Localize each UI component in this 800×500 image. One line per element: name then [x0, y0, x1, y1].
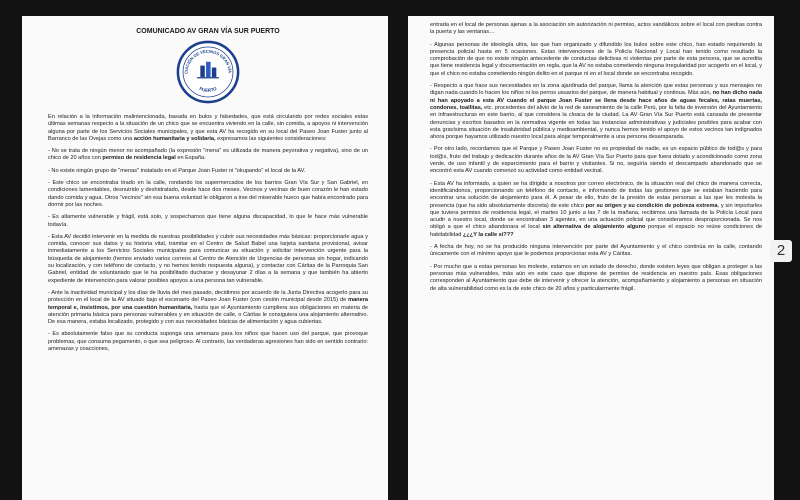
text-run: hasta que el Ayuntamiento cumpliera sus obligaciones en materia de atención primaria básica para personas vulnerables y en situación de calle, o Cáritas le consiguiera una alojamiento alternativo. De esa manera, estaba localizado, protegido y con sus necesidades básicas de alimentación y agua cubiertas. — [48, 304, 368, 326]
text-run: - Algunas personas de ideología ultra, las que han organizado y difundido los bulos sobre este chico, han estado requiriendo la presencia policial hasta en 5 ocasiones. Estas intervenciones de la Policía Nacional y Local han tenido como resultado la comprobación de que no existe ningún antecedente de conductas delictivas ni violentas por parte de esta persona, que se acredita que tiene residencia legal y documentación en regla, que la AV no estaba cometiendo ninguna irregularidad por acogerlo en el local, y que el chico no estaba cometiendo ningún delito en el parque ni en el local donde se encontraba recogido. — [430, 41, 762, 77]
paragraph — [48, 290, 368, 326]
page-title: COMUNICADO AV GRAN VÍA SUR PUERTO — [136, 28, 280, 35]
bold-text: no han dicho nada ni han apoyado a esta AV cuando el parque Joan Fuster se llena desde hace años de aguas fecales, ratas muertas, condones, toallitas, — [430, 90, 763, 111]
text-run: , y sin importarles que tuviera permiso de residencia legal, el martes 10 junio a las 7 de la mañana, recibimos una llamada de la Policía Local para acudir a nuestro local, donde se encontraban 3 agentes, en una actuación policial que consideramos desproporcionada. Se nos obligó a que el chico abandonara el local — [430, 202, 762, 231]
paragraph — [430, 181, 762, 239]
association-logo — [176, 40, 240, 104]
text-run: - Es absolutamente falso que su conducta suponga una amenaza para los niños que hacen uso del parque, que provoque problemas, que consuma pegamento, o que sea peligroso. Al contrario, las verdaderas agresiones han sido en sentido contrario: amenazas y coacciones, — [48, 331, 368, 353]
paragraph — [48, 148, 368, 163]
paragraph — [430, 264, 762, 293]
paragraph — [430, 146, 762, 175]
paragraph — [48, 114, 368, 143]
text-run: - Respecto a que hace sus necesidades en la zona ajardinada del parque, llama la atención que estas personas y sus mensajes no digan nada cuando lo hacen los niños ni los perros usuarios del parque, de manera habitual y continua. Más aún, — [430, 83, 762, 97]
logo-text-top: CIACIÓN DE VECINOS GRAN VÍA — [183, 48, 233, 75]
text-run: porque el espacio no reúne condiciones de habitabilidad — [430, 224, 762, 238]
paragraph — [430, 244, 762, 259]
text-run: - Por otro lado, recordamos que el Parque y Paseo Joan Fuster no es propiedad de nadie, es un espacio público de tod@s y para tod@s, fruto del trabajo y dedicación durante años de la AV Gran Vía Sur Puerto para que fuera dotado y acondicionado como zona verde, de uso infantil y de esparcimiento para el barrio y visitantes. Si no, seguiría siendo el descampado abandonado que se encontró esta AV cuando comenzó su actividad como entidad vecinal. — [430, 146, 762, 175]
page-2-body — [430, 22, 762, 293]
text-run: expresamos las siguientes consideraciones: — [215, 135, 327, 142]
paragraph — [430, 83, 762, 141]
text-run: - Esta AV ha informado, a quien se ha dirigido a nosotros por correo electrónico, de la situación real del chico de manera correcta, identificándonos, proporcionando un teléfono de contacto, e informando de todas las gestiones que se estaban haciendo para encontrar una solución de alojamiento para él. A pesar de ello, fruto de la presión de estas personas a las que les molesta la presencia (que ha sido absolutamente discreta) de este chico — [430, 180, 762, 209]
logo-text-bottom: PUERTO — [198, 86, 218, 93]
paragraph — [48, 168, 368, 175]
bold-text: ¿¿¿Y la calle sí??? — [462, 231, 514, 238]
paragraph — [48, 180, 368, 209]
document-page-1 — [22, 16, 388, 500]
text-run: en España. — [175, 155, 206, 162]
page-number-indicator[interactable]: 2 — [770, 240, 792, 262]
text-run: - Es altamente vulnerable y frágil, está solo, y sospechamos que tiene alguna discapacidad, lo que le hace más vulnerable todavía. — [48, 214, 368, 228]
paragraph — [48, 331, 368, 353]
text-run: - A fecha de hoy, no se ha producido ninguna intervención por parte del Ayuntamiento y el chico continúa en la calle, contando únicamente con el mínimo apoyo que le podemos proporcionar esta AV y Cáritas. — [430, 244, 762, 258]
bold-text: permiso de residencia legal — [102, 155, 176, 162]
text-run: - No existe ningún grupo de "menas" instalado en el Parque Joan Fuster ni "okupando" el local de la AV. — [48, 167, 306, 174]
document-page-2 — [408, 16, 774, 500]
text-run: etc. procedentes del alivio de la red de saneamiento de la calle Perú, por la falta de inversión del Ayuntamiento en infraestructuras en este barrio, al que considera la cloaca de la ciudad. La AV Gran Vía Sur Puerto está cansada de presentar denuncias y escritos basados en la normativa vigente en todas las instancias administrativas y judiciales posibles para acabar con esta gravísima situación de insalubridad pública y medioambiental, y nunca hemos tenido el apoyo de estos vecinos tan indignados ahora porque hayamos utilizado nuestro local para alojar temporalmente a una persona desamparada. — [430, 104, 763, 141]
bold-text: manera temporal e, insistimos, por una cuestión humanitaria, — [48, 297, 368, 311]
text-run: - Este chico se encontraba tirado en la calle, rondando los supermercados de los barrios Gran Vía Sur y San Gabriel, en condiciones lamentables, desnutrido y deshidratado, desde hace dos meses. Vecinos y vecinas de buen corazón le han estado dando comida y agua. Otros "vecinos" sin esa buena voluntad le obligaron a irse del miserable hueco que había encontrado para dormir por las noches. — [48, 180, 368, 208]
bold-text: sin alternativa de alojamiento alguno — [542, 224, 646, 231]
paragraph — [430, 22, 762, 37]
bold-text: acción humanitaria y solidaria, — [133, 135, 216, 142]
text-run: - Por mucho que a estas personas les moleste, estamos en un estado de derecho, donde existen leyes que obligan a proteger a las personas más vulnerables, más aún en este caso que dispone de permiso de residencia en nuestro país. Esas obligaciones corresponden al Ayuntamiento que debe de intervenir y ofrecer la atención, acompañamiento y alojamiento a personas en situación de alta vulnerabilidad como es la de este chico de 20 años y particularmente frágil. — [430, 263, 762, 292]
text-run: - Esta AV decidió intervenir en la medida de nuestras posibilidades y cubrir sus necesidades más básicas: proporcionarle agua y comida, conocer sus datos y su historia vital, tramitar en el Centro de Salud Babel una tarjeta sanitaria provisional, avisar inmediatamente a los Servicios Sociales municipales para comunicar su situación y solicitar intervención urgente para la búsqueda de alojamiento (hemos enviado varios correos al Centro de Atención de Urgencias de personas sin hogar, indicando su localización, y con teléfono de contacto, y no hemos tenido respuesta alguna), y contactar con Cáritas de la Parroquia San Gabriel, entidad de voluntariado que le ha posibilitado ducharse y desayunar 2 días a la semana y que también ha abierto expediente de intervención para valorar posibles apoyos a una persona tan vulnerable. — [48, 233, 368, 284]
text-run: En relación a la información malintencionada, basada en bulos y falsedades, que está circulando por redes sociales estas últimas semanas respecto a la situación de un chico que se encuentra viviendo en la calle, sin comida, a apoyos ni intervención alguna por parte de los Servicios Sociales municipales, y que esta AV ha recogido en su local del Paseo Joan Fuster junto al Barranco de las Ovejas como una — [48, 114, 368, 142]
paragraph — [48, 234, 368, 285]
text-run: - No se trata de ningún menor no acompañado (la expresión "mena" es utilizada de manera peyorativa y negativa), sino de un chico de 20 años con — [48, 148, 368, 162]
paragraph — [430, 42, 762, 78]
page-1-body — [48, 114, 368, 353]
text-run: - Ante la inactividad municipal y los días de lluvia del mes pasado, decidimos por acuerdo de la Junta Directiva acogerlo para su protección en el local de la AV situado bajo el escenario del Paseo Joan Fuster (con cesión municipal desde 2015) de — [48, 289, 368, 304]
bold-text: por su origen y su condición de pobreza extrema — [585, 202, 718, 209]
text-run: entrada en el local de personas ajenas a la asociación sin autorización ni permiso, actos vandálicos sobre el local con piedras contra la puerta y las ventanas… — [430, 22, 762, 36]
paragraph — [48, 214, 368, 229]
